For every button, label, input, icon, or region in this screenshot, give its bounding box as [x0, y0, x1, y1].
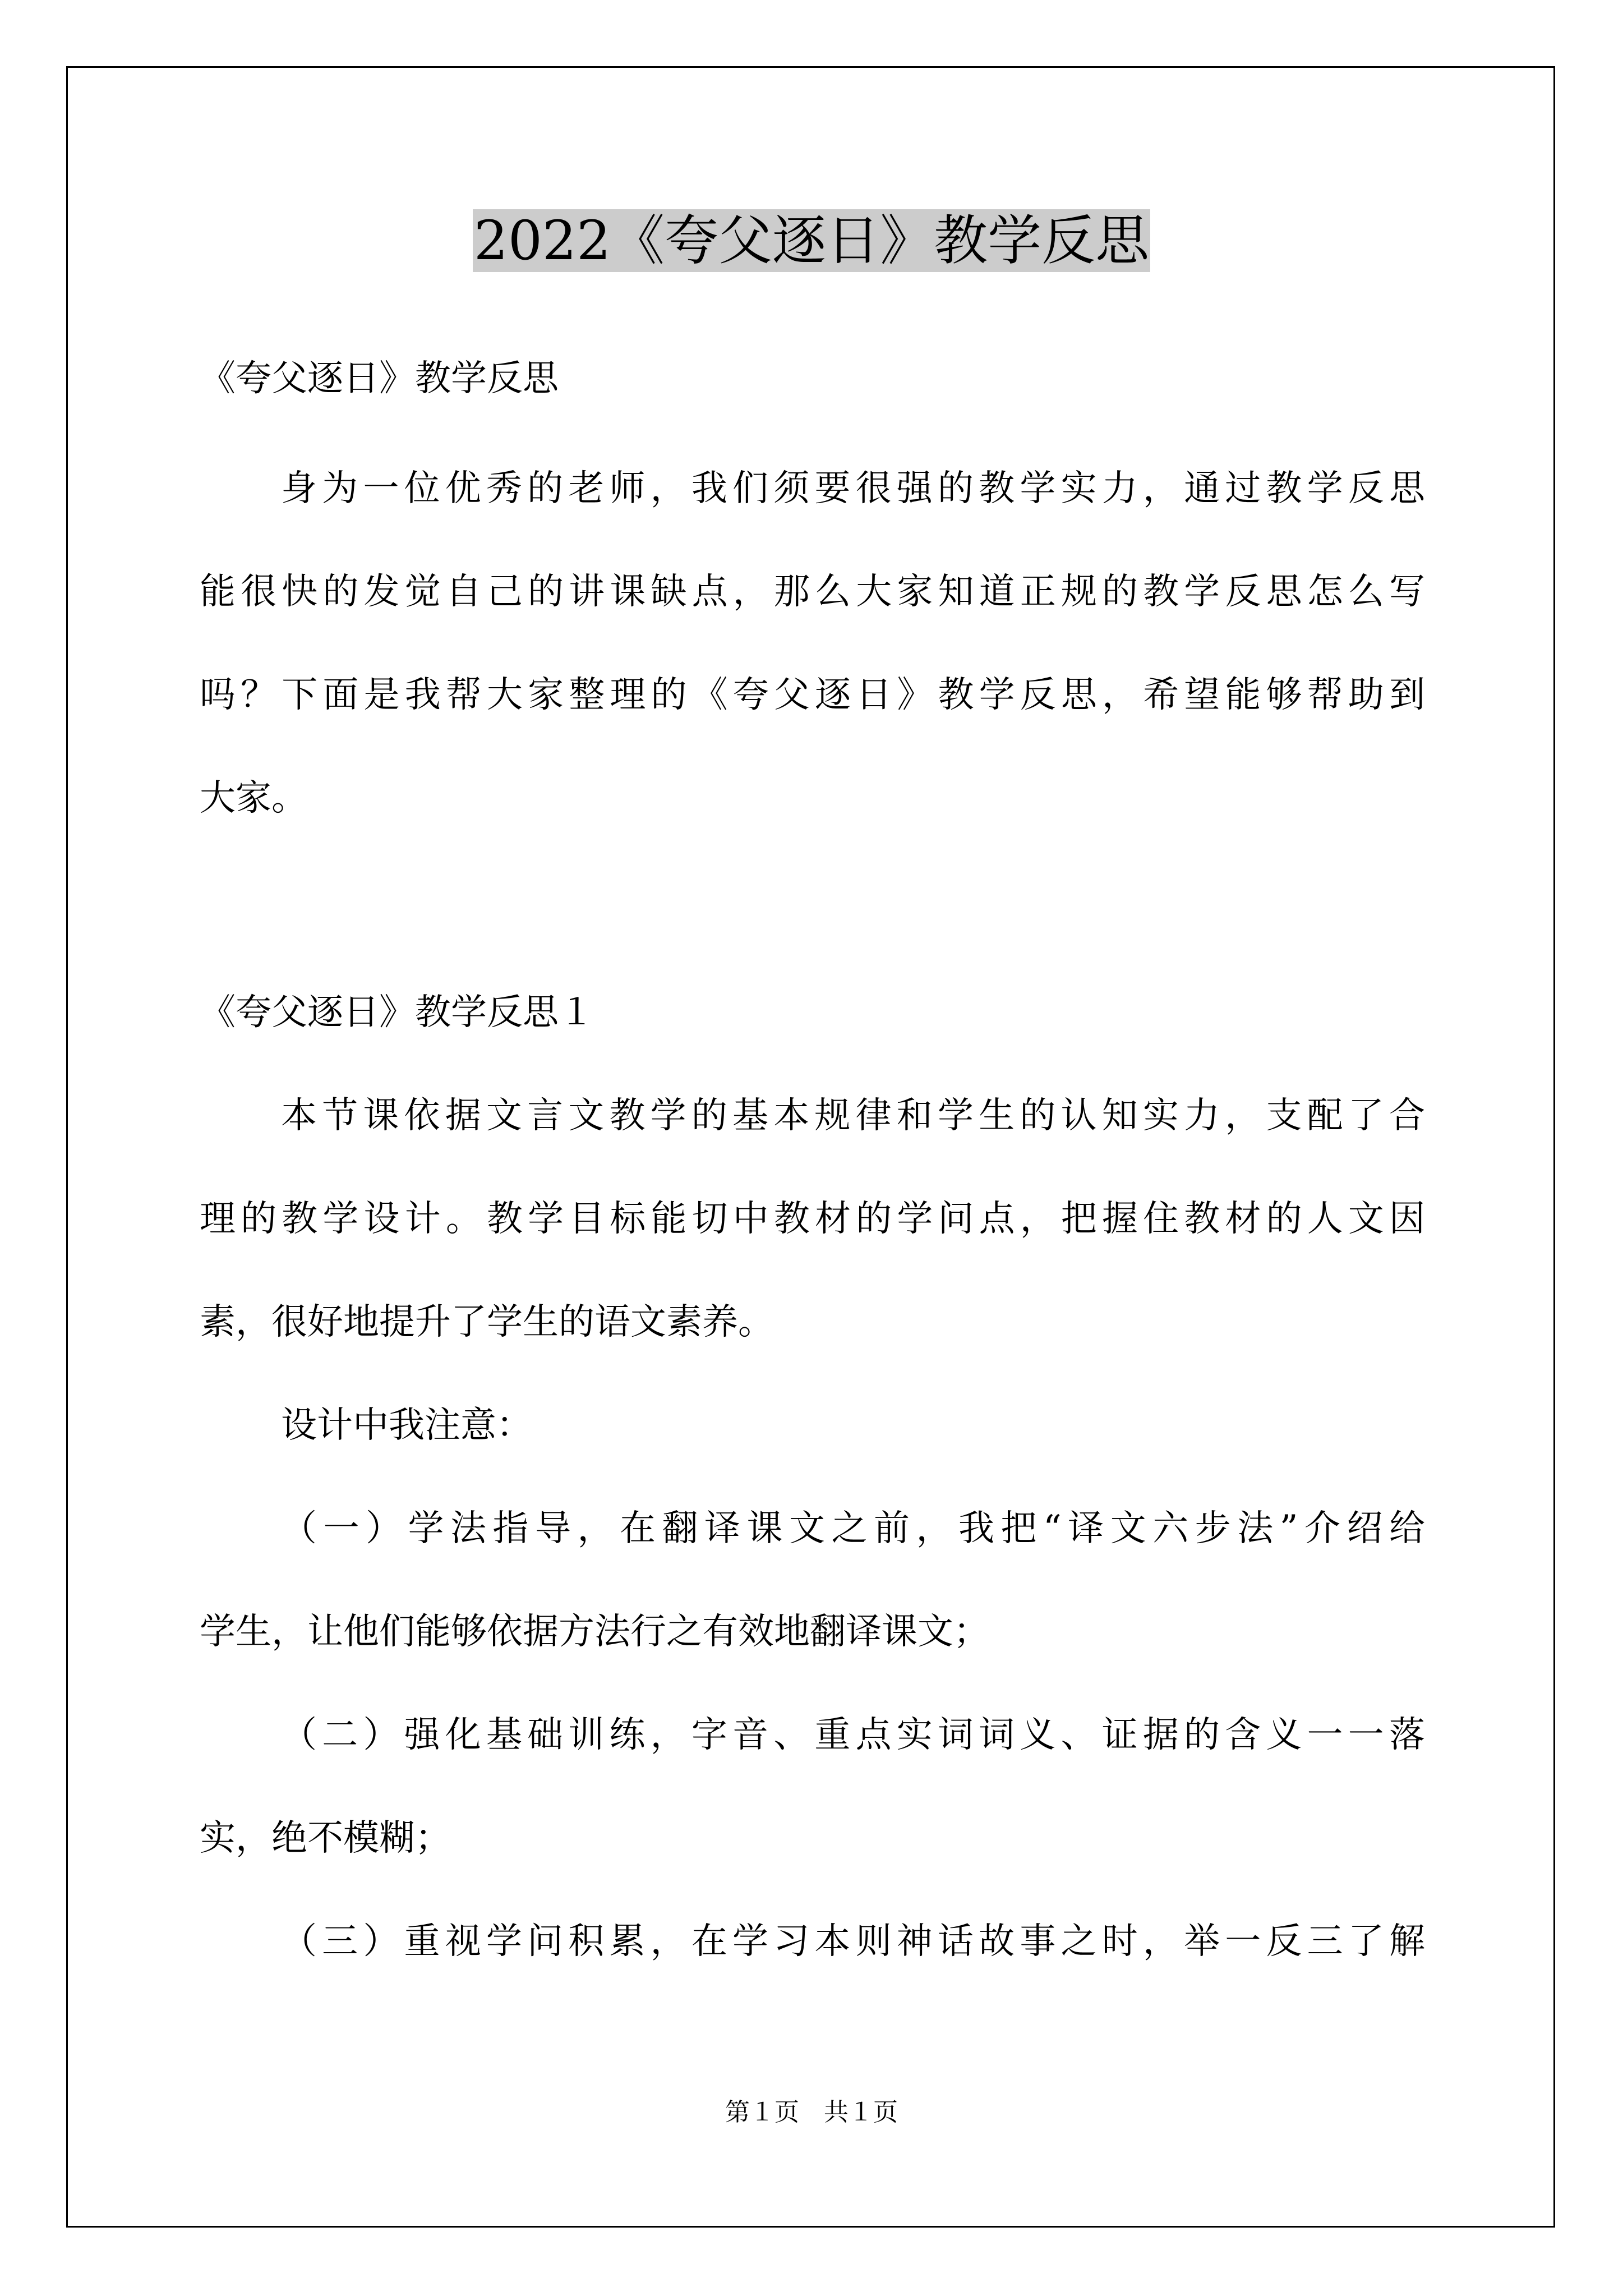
intro-line-3: 吗？下面是我帮大家整理的《夸父逐日》教学反思，希望能够帮助到 [200, 674, 1425, 716]
section-para1-line-3: 素，很好地提升了学生的语文素养。 [200, 1301, 774, 1343]
item1-line-1: （一）学法指导，在翻译课文之前，我把“译文六步法”介绍给 [281, 1508, 1425, 1549]
item2-line-2: 实，绝不模糊； [200, 1818, 451, 1859]
intro-line-1: 身为一位优秀的老师，我们须要很强的教学实力，通过教学反思 [281, 468, 1425, 509]
item2-line-1: （二）强化基础训练，字音、重点实词词义、证据的含义一一落 [281, 1714, 1425, 1756]
document-title [0, 204, 1623, 277]
section-para2: 设计中我注意： [281, 1405, 532, 1446]
section-heading: 《夸父逐日》教学反思１ [200, 992, 594, 1033]
section-para1-line-2: 理的教学设计。教学目标能切中教材的学问点，把握住教材的人文因 [200, 1198, 1425, 1240]
item3-line-1: （三）重视学问积累，在学习本则神话故事之时，举一反三了解 [281, 1921, 1425, 1962]
document-subtitle: 《夸父逐日》教学反思 [200, 358, 559, 399]
section-para1-line-1: 本节课依据文言文教学的基本规律和学生的认知实力，支配了合 [281, 1095, 1425, 1137]
item1-line-2: 学生，让他们能够依据方法行之有效地翻译课文； [200, 1611, 989, 1653]
page-footer: 第１页 共１页 [725, 2098, 898, 2127]
intro-line-4: 大家。 [200, 777, 307, 819]
document-title-text: 2022《夸父逐日》教学反思 [473, 209, 1150, 272]
intro-line-2: 能很快的发觉自己的讲课缺点，那么大家知道正规的教学反思怎么写 [200, 571, 1425, 613]
